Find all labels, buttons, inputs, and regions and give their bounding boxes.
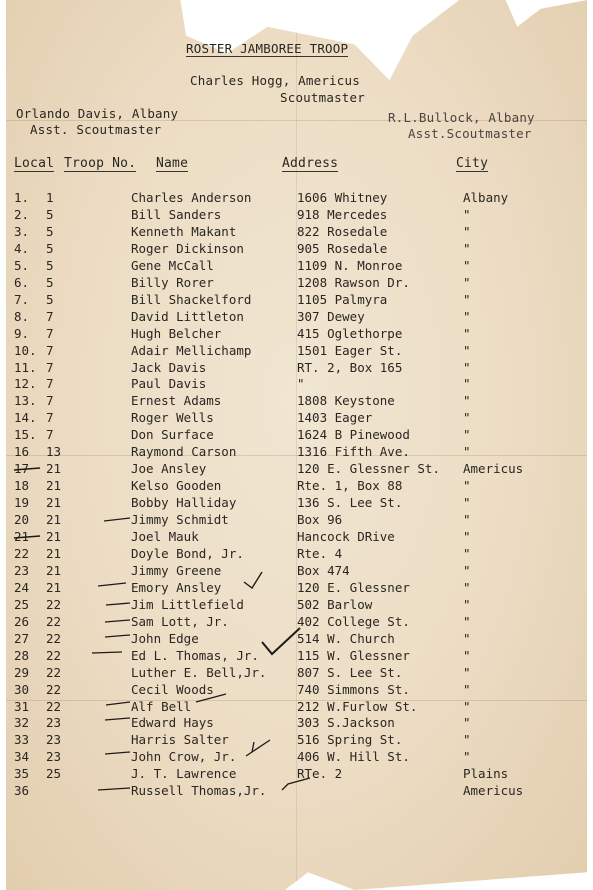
row-name: Bobby Halliday <box>131 495 237 511</box>
table-row <box>0 665 593 682</box>
row-troop: 5 <box>46 223 54 239</box>
table-row <box>0 343 593 360</box>
row-address: 307 Dewey <box>297 308 365 324</box>
row-name: Raymond Carson <box>131 444 237 460</box>
row-troop: 7 <box>46 393 54 409</box>
row-name: Billy Rorer <box>131 274 214 290</box>
row-number: 8. <box>14 308 30 324</box>
row-number: 1. <box>14 190 30 205</box>
row-address: 1105 Palmyra <box>297 291 388 307</box>
row-city: " <box>463 715 471 731</box>
table-row <box>0 292 593 309</box>
row-city: " <box>463 257 471 273</box>
row-name: Jim Littlefield <box>131 596 244 612</box>
row-name: Joel Mauk <box>131 529 199 544</box>
table-row <box>0 393 593 410</box>
row-name: Bill Sanders <box>131 206 222 222</box>
row-number: 14. <box>14 410 37 426</box>
table-row <box>0 461 593 478</box>
row-troop: 21 <box>46 545 62 561</box>
scoutmaster-role: Scoutmaster <box>280 90 365 105</box>
row-address: 822 Rosedale <box>297 223 388 239</box>
row-city: " <box>463 562 471 578</box>
table-row <box>0 275 593 292</box>
row-troop: 23 <box>46 732 62 748</box>
row-city: " <box>463 647 471 663</box>
row-address: RT. 2, Box 165 <box>297 359 403 375</box>
row-city: " <box>463 274 471 290</box>
row-number: 15. <box>14 427 37 443</box>
row-name: Gene McCall <box>131 257 214 273</box>
row-name: Roger Wells <box>131 410 214 426</box>
row-city: " <box>463 308 471 324</box>
row-city: " <box>463 325 471 341</box>
row-address: 516 Spring St. <box>297 732 403 748</box>
row-address: 402 College St. <box>297 613 410 629</box>
row-city: " <box>463 664 471 680</box>
row-address: 905 Rosedale <box>297 240 388 256</box>
row-number: 10. <box>14 342 37 358</box>
row-city: " <box>463 427 471 443</box>
row-city: " <box>463 291 471 307</box>
row-name: Ernest Adams <box>131 393 222 409</box>
col-local-header: Local <box>14 156 55 171</box>
row-name: Jimmy Greene <box>131 562 222 578</box>
row-name: Adair Mellichamp <box>131 342 252 358</box>
table-row <box>0 783 593 800</box>
row-name: Jack Davis <box>131 359 207 375</box>
row-troop: 21 <box>46 461 62 477</box>
row-number: 28 <box>14 647 30 663</box>
row-name: Edward Hays <box>131 715 214 731</box>
table-row <box>0 766 593 783</box>
row-number: 13. <box>14 393 37 409</box>
row-number: 18 <box>14 478 30 494</box>
row-name: John Edge <box>131 630 199 646</box>
row-number: 9. <box>14 325 30 341</box>
row-address: 136 S. Lee St. <box>297 495 403 511</box>
row-troop: 7 <box>46 410 54 426</box>
row-number: 11. <box>14 359 37 375</box>
row-number: 19 <box>14 495 30 511</box>
table-row <box>0 190 593 207</box>
row-number: 2. <box>14 206 30 222</box>
row-name: Kelso Gooden <box>131 478 222 494</box>
row-address: 1109 N. Monroe <box>297 257 403 273</box>
row-name: Doyle Bond, Jr. <box>131 545 244 561</box>
table-row <box>0 495 593 512</box>
row-address: 1624 B Pinewood <box>297 427 410 443</box>
row-address: RTe. 2 <box>297 766 343 782</box>
row-city: " <box>463 359 471 375</box>
row-city: Americus <box>463 783 524 799</box>
row-troop: 21 <box>46 579 62 595</box>
row-address: 1501 Eager St. <box>297 342 403 358</box>
table-row <box>0 427 593 444</box>
row-number: 24 <box>14 579 30 595</box>
table-row <box>0 326 593 343</box>
row-address: 120 E. Glessner St. <box>297 461 440 477</box>
row-troop: 22 <box>46 681 62 697</box>
row-city: " <box>463 410 471 426</box>
roster-title: ROSTER JAMBOREE TROOP <box>186 41 349 56</box>
row-address: 1808 Keystone <box>297 393 395 409</box>
row-address: Box 96 <box>297 512 343 528</box>
row-troop: 13 <box>46 444 62 460</box>
row-address: Box 474 <box>297 562 350 578</box>
row-address: 1606 Whitney <box>297 190 388 205</box>
row-troop: 21 <box>46 478 62 494</box>
row-address: 514 W. Church <box>297 630 395 646</box>
row-name: Bill Shackelford <box>131 291 252 307</box>
row-city: Albany <box>463 190 509 205</box>
row-troop: 21 <box>46 562 62 578</box>
col-city-header: City <box>456 156 489 171</box>
row-troop: 5 <box>46 274 54 290</box>
row-address: Hancock DRive <box>297 529 395 544</box>
row-troop: 7 <box>46 342 54 358</box>
col-troop-header: Troop No. <box>64 156 137 171</box>
row-address: 740 Simmons St. <box>297 681 410 697</box>
row-city: " <box>463 545 471 561</box>
row-address: 1403 Eager <box>297 410 373 426</box>
table-row <box>0 478 593 495</box>
row-troop: 5 <box>46 291 54 307</box>
row-number: 21 <box>14 529 30 544</box>
row-city: " <box>463 495 471 511</box>
row-city: " <box>463 681 471 697</box>
row-address: Rte. 1, Box 88 <box>297 478 403 494</box>
row-troop: 23 <box>46 749 62 765</box>
row-name: David Littleton <box>131 308 244 324</box>
row-address: 918 Mercedes <box>297 206 388 222</box>
row-number: 33 <box>14 732 30 748</box>
row-city: " <box>463 596 471 612</box>
row-number: 27 <box>14 630 30 646</box>
row-address: 807 S. Lee St. <box>297 664 403 680</box>
row-name: Sam Lott, Jr. <box>131 613 229 629</box>
row-name: Don Surface <box>131 427 214 443</box>
row-number: 29 <box>14 664 30 680</box>
row-name: Russell Thomas,Jr. <box>131 783 267 799</box>
row-number: 6. <box>14 274 30 290</box>
row-name: Emory Ansley <box>131 579 222 595</box>
row-number: 17 <box>14 461 30 477</box>
row-troop: 21 <box>46 495 62 511</box>
row-troop: 7 <box>46 376 54 392</box>
row-troop: 21 <box>46 512 62 528</box>
table-row <box>0 732 593 749</box>
table-row <box>0 631 593 648</box>
row-city: " <box>463 749 471 765</box>
row-troop: 22 <box>46 698 62 714</box>
row-city: " <box>463 478 471 494</box>
row-number: 32 <box>14 715 30 731</box>
table-row <box>0 699 593 716</box>
row-number: 23 <box>14 562 30 578</box>
row-city: " <box>463 732 471 748</box>
row-city: " <box>463 206 471 222</box>
row-address: 212 W.Furlow St. <box>297 698 418 714</box>
row-number: 20 <box>14 512 30 528</box>
table-row <box>0 682 593 699</box>
table-row <box>0 546 593 563</box>
row-city: " <box>463 444 471 460</box>
row-address: 120 E. Glessner <box>297 579 410 595</box>
scoutmaster-name: Charles Hogg, Americus <box>190 73 360 88</box>
row-troop: 21 <box>46 529 62 544</box>
row-city: " <box>463 613 471 629</box>
row-troop: 7 <box>46 325 54 341</box>
row-city: " <box>463 376 471 392</box>
row-number: 4. <box>14 240 30 256</box>
table-row <box>0 529 593 546</box>
row-number: 3. <box>14 223 30 239</box>
row-name: Luther E. Bell,Jr. <box>131 664 267 680</box>
row-troop: 7 <box>46 359 54 375</box>
row-name: Kenneth Makant <box>131 223 237 239</box>
table-row <box>0 224 593 241</box>
row-number: 5. <box>14 257 30 273</box>
col-address-header: Address <box>282 156 339 171</box>
row-city: " <box>463 698 471 714</box>
row-name: Joe Ansley <box>131 461 207 477</box>
row-name: Charles Anderson <box>131 190 252 205</box>
table-row <box>0 614 593 631</box>
row-number: 12. <box>14 376 37 392</box>
row-number: 26 <box>14 613 30 629</box>
row-city: " <box>463 512 471 528</box>
row-city: " <box>463 342 471 358</box>
row-city: " <box>463 223 471 239</box>
table-row <box>0 648 593 665</box>
row-troop: 22 <box>46 630 62 646</box>
asst-left-name: Orlando Davis, Albany <box>16 106 179 121</box>
row-number: 35 <box>14 766 30 782</box>
row-name: John Crow, Jr. <box>131 749 237 765</box>
row-address: 502 Barlow <box>297 596 373 612</box>
row-troop: 22 <box>46 613 62 629</box>
row-troop: 1 <box>46 190 54 205</box>
row-address: 115 W. Glessner <box>297 647 410 663</box>
row-name: Harris Salter <box>131 732 229 748</box>
row-name: Cecil Woods <box>131 681 214 697</box>
row-address: 415 Oglethorpe <box>297 325 403 341</box>
table-row <box>0 512 593 529</box>
row-city: " <box>463 630 471 646</box>
row-name: Ed L. Thomas, Jr. <box>131 647 259 663</box>
asst-right-name: R.L.Bullock, Albany <box>388 110 535 125</box>
table-row <box>0 597 593 614</box>
col-name-header: Name <box>156 156 189 171</box>
row-address: 1208 Rawson Dr. <box>297 274 410 290</box>
row-city: " <box>463 529 471 544</box>
row-city: " <box>463 393 471 409</box>
row-number: 34 <box>14 749 30 765</box>
row-city: Americus <box>463 461 524 477</box>
row-number: 22 <box>14 545 30 561</box>
row-address: 303 S.Jackson <box>297 715 395 731</box>
row-city: " <box>463 240 471 256</box>
row-address: Rte. 4 <box>297 545 343 561</box>
row-troop: 5 <box>46 257 54 273</box>
table-row <box>0 309 593 326</box>
row-address: 1316 Fifth Ave. <box>297 444 410 460</box>
row-number: 36 <box>14 783 30 799</box>
table-row <box>0 410 593 427</box>
table-row <box>0 444 593 461</box>
row-troop: 7 <box>46 427 54 443</box>
row-troop: 5 <box>46 240 54 256</box>
table-row <box>0 360 593 377</box>
row-number: 7. <box>14 291 30 307</box>
row-number: 30 <box>14 681 30 697</box>
table-row <box>0 258 593 275</box>
row-troop: 7 <box>46 308 54 324</box>
row-troop: 23 <box>46 715 62 731</box>
row-number: 16 <box>14 444 30 460</box>
table-row <box>0 749 593 766</box>
table-row <box>0 207 593 224</box>
table-row <box>0 376 593 393</box>
row-troop: 22 <box>46 596 62 612</box>
table-row <box>0 563 593 580</box>
row-address: " <box>297 376 305 392</box>
row-name: Roger Dickinson <box>131 240 244 256</box>
row-troop: 22 <box>46 647 62 663</box>
row-troop: 25 <box>46 766 62 782</box>
row-name: Alf Bell <box>131 698 192 714</box>
row-troop: 22 <box>46 664 62 680</box>
table-row <box>0 715 593 732</box>
row-troop: 5 <box>46 206 54 222</box>
row-city: " <box>463 579 471 595</box>
table-row <box>0 580 593 597</box>
row-city: Plains <box>463 766 509 782</box>
asst-right-role: Asst.Scoutmaster <box>408 126 532 141</box>
asst-left-role: Asst. Scoutmaster <box>30 122 162 137</box>
row-address: 406 W. Hill St. <box>297 749 410 765</box>
row-number: 25 <box>14 596 30 612</box>
row-name: J. T. Lawrence <box>131 766 237 782</box>
row-name: Paul Davis <box>131 376 207 392</box>
row-name: Jimmy Schmidt <box>131 512 229 528</box>
table-row <box>0 241 593 258</box>
row-name: Hugh Belcher <box>131 325 222 341</box>
row-number: 31 <box>14 698 30 714</box>
